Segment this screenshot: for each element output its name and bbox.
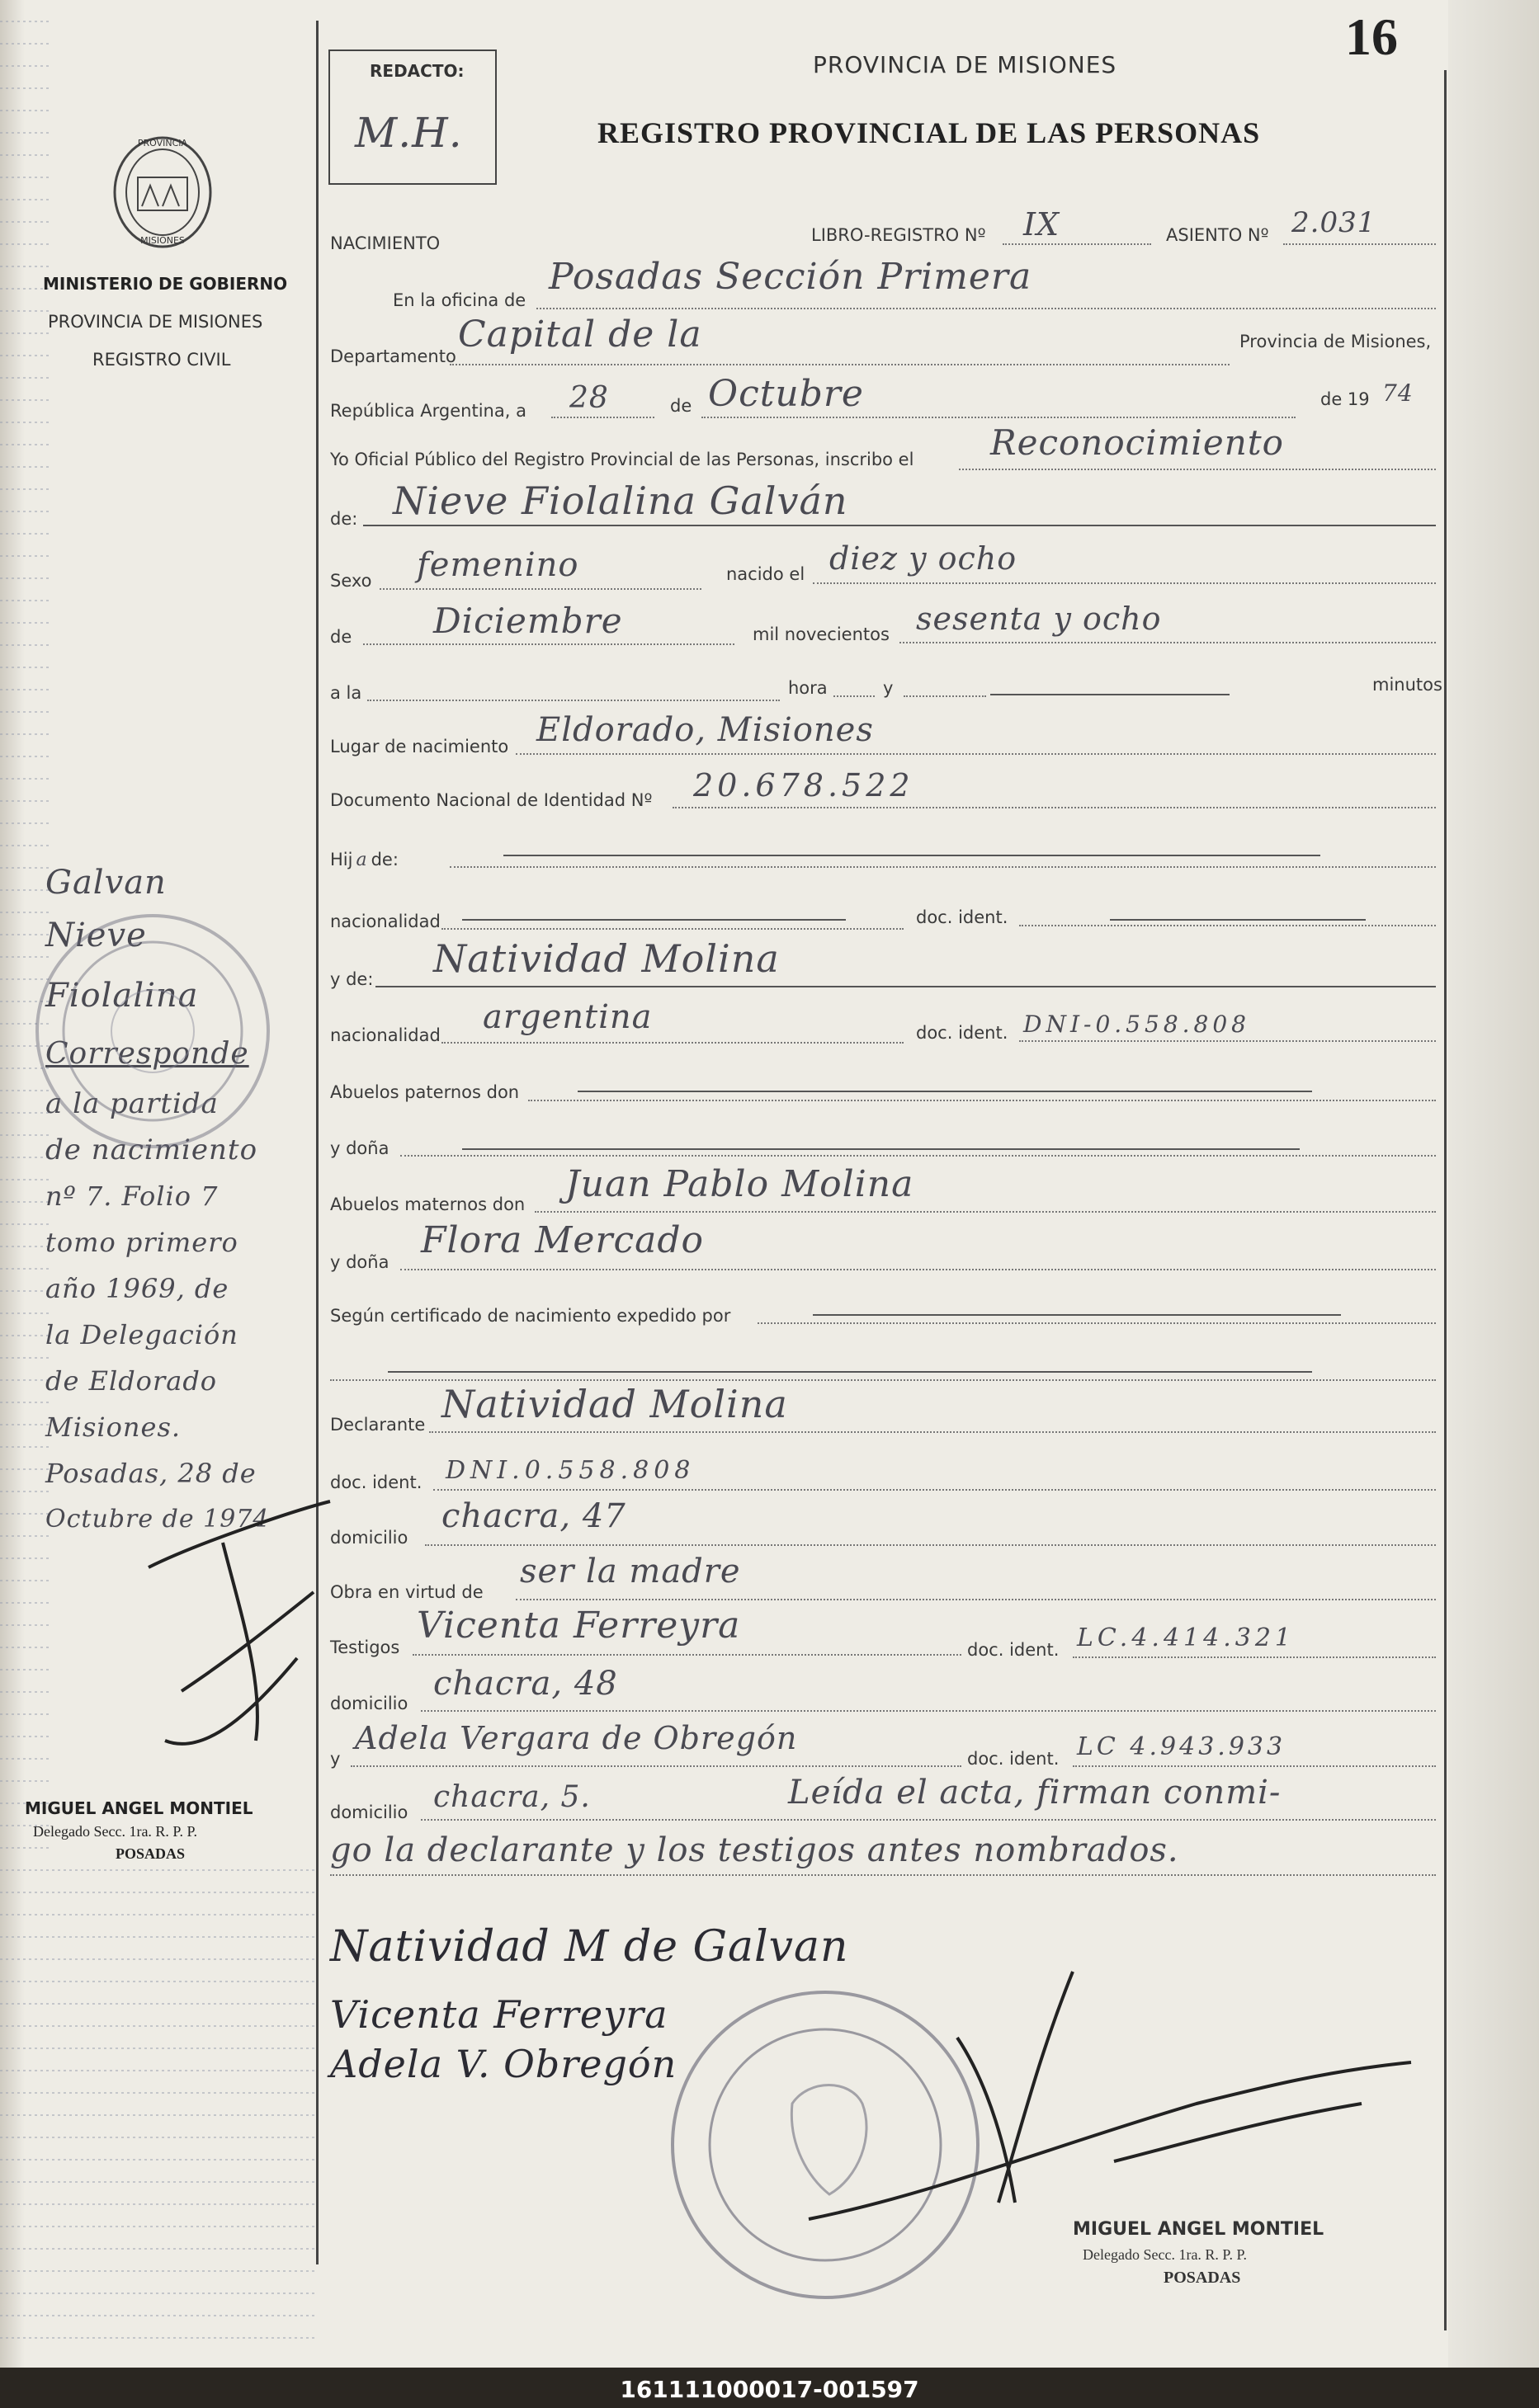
oficial-label: Yo Oficial Público del Registro Provincial de las Personas, inscribo el xyxy=(330,450,914,469)
doc-ident-line xyxy=(1019,925,1436,926)
domicilio-value: chacra, 47 xyxy=(441,1497,626,1535)
segun-line xyxy=(758,1322,1436,1324)
margin-line: de Eldorado xyxy=(45,1365,218,1397)
name-value: Nieve Fiolalina Galván xyxy=(393,478,848,523)
nacionalidad-label: nacionalidad xyxy=(330,912,441,931)
margin-line: año 1969, de xyxy=(45,1273,229,1304)
nacionalidad2-value: argentina xyxy=(483,998,653,1036)
seal-bottom-text: MISIONES xyxy=(140,235,185,246)
redacto-label: REDACTO: xyxy=(370,61,465,81)
ministry-label: MINISTERIO DE GOBIERNO xyxy=(43,274,288,294)
doc-ident3-line xyxy=(433,1489,1436,1491)
month-value: Octubre xyxy=(708,373,864,415)
doc-ident5-value: LC 4.943.933 xyxy=(1077,1732,1286,1761)
nacido-value: diez y ocho xyxy=(829,540,1017,577)
doc-ident-strike xyxy=(1110,919,1366,921)
libro-label: LIBRO-REGISTRO Nº xyxy=(811,225,986,245)
bottom-stamp-name: MIGUEL ANGEL MONTIEL xyxy=(1073,2219,1324,2240)
documento-line xyxy=(673,807,1436,808)
doc-ident4-line xyxy=(1073,1656,1436,1658)
doc-ident3-value: DNI.0.558.808 xyxy=(446,1456,696,1485)
margin-line: nº 7. Folio 7 xyxy=(45,1180,219,1212)
doc-ident2-label: doc. ident. xyxy=(916,1023,1008,1043)
month-line xyxy=(701,417,1296,418)
doc-ident3-label: doc. ident. xyxy=(330,1473,423,1492)
doc-ident4-label: doc. ident. xyxy=(967,1640,1060,1660)
libro-line xyxy=(1003,243,1151,245)
margin-line: Corresponde xyxy=(45,1037,249,1071)
nacido-label: nacido el xyxy=(726,564,805,584)
month2-line xyxy=(363,643,734,645)
ala-label: a la xyxy=(330,683,362,703)
mil-value: sesenta y ocho xyxy=(916,601,1162,637)
signature-testigo-2: Adela V. Obregón xyxy=(330,2042,677,2086)
doc-ident5-line xyxy=(1073,1765,1436,1767)
asiento-line xyxy=(1283,243,1436,245)
de-label: de xyxy=(670,396,692,416)
redacto-value: M.H. xyxy=(355,109,463,157)
min-line-2 xyxy=(990,694,1230,695)
de2-label: de: xyxy=(330,509,358,529)
ab-maternos-label: Abuelos maternos don xyxy=(330,1195,526,1214)
ydona2-label: y doña xyxy=(330,1252,389,1272)
mil-line xyxy=(899,642,1436,643)
ydona2-value: Flora Mercado xyxy=(421,1219,704,1261)
bottom-stamp-role: Delegado Secc. 1ra. R. P. P. xyxy=(1083,2246,1247,2263)
yde-label: y de: xyxy=(330,969,374,989)
hora-label: hora xyxy=(788,678,828,698)
domicilio-line xyxy=(425,1544,1436,1546)
margin-signature-icon xyxy=(132,1493,347,1765)
departamento-line xyxy=(450,364,1230,365)
margin-line: Octubre de 1974 xyxy=(45,1505,270,1534)
margin-line: Fiolalina xyxy=(45,977,199,1015)
nacido-line xyxy=(813,582,1436,584)
obra-line xyxy=(516,1599,1436,1600)
footer-bar xyxy=(0,2368,1539,2408)
y2-label: y xyxy=(330,1749,341,1769)
segun-label: Según certificado de nacimiento expedido por xyxy=(330,1306,731,1326)
ab-paternos-line xyxy=(528,1100,1436,1101)
province-title: PROVINCIA DE MISIONES xyxy=(813,51,1117,78)
ab-paternos-strike xyxy=(578,1091,1312,1092)
testigo2-line xyxy=(351,1765,961,1767)
segun-strike xyxy=(813,1314,1341,1316)
official-stamp xyxy=(25,1798,322,1863)
ab-maternos-line xyxy=(535,1211,1436,1213)
madre-line xyxy=(375,986,1436,987)
day-value: 28 xyxy=(569,381,609,415)
doc-ident2-value: DNI-0.558.808 xyxy=(1023,1011,1250,1038)
min-line xyxy=(904,695,986,697)
page-number: 16 xyxy=(1345,7,1398,66)
provincia-label: Provincia de Misiones, xyxy=(1239,332,1432,351)
testigo2-value: Adela Vergara de Obregón xyxy=(355,1720,798,1756)
obra-value: ser la madre xyxy=(520,1553,741,1590)
testigos-line xyxy=(413,1654,961,1656)
domicilio3-value: chacra, 5. xyxy=(433,1780,591,1814)
frame-right-line xyxy=(1444,70,1447,2330)
declarante-line xyxy=(429,1431,1436,1433)
margin-line: la Delegación xyxy=(45,1319,238,1350)
coat-of-arms-icon xyxy=(105,128,220,252)
lugar-value: Eldorado, Misiones xyxy=(536,711,874,749)
nac2-line xyxy=(441,1042,904,1044)
seal-top-text: PROVINCIA xyxy=(137,138,188,148)
closing-text-1: Leída el acta, firman conmi- xyxy=(788,1774,1282,1812)
ala-line xyxy=(367,700,780,701)
signature-testigo-1: Vicenta Ferreyra xyxy=(330,1992,668,2037)
testigo1-value: Vicenta Ferreyra xyxy=(417,1605,741,1647)
official-stamp-role: Delegado Secc. 1ra. R. P. P. xyxy=(33,1823,197,1840)
closing-line xyxy=(330,1874,1436,1876)
republica-label: República Argentina, a xyxy=(330,401,526,421)
nacimiento-label: NACIMIENTO xyxy=(330,233,441,253)
doc-ident4-value: LC.4.414.321 xyxy=(1077,1623,1296,1652)
signature-declarante: Natividad M de Galvan xyxy=(330,1922,849,1972)
documento-label: Documento Nacional de Identidad Nº xyxy=(330,790,653,810)
right-edge xyxy=(1448,0,1539,2368)
bottom-stamp-city: POSADAS xyxy=(1164,2269,1241,2287)
hij-prefix: Hij xyxy=(330,850,353,869)
hij-line xyxy=(450,866,1436,868)
frame-left-line xyxy=(316,21,319,2264)
nac-line xyxy=(441,928,904,930)
year-label: de 19 xyxy=(1320,389,1370,409)
margin-line: tomo primero xyxy=(45,1227,238,1258)
domicilio2-value: chacra, 48 xyxy=(433,1665,618,1703)
lugar-label: Lugar de nacimiento xyxy=(330,737,509,756)
lugar-line xyxy=(516,753,1436,755)
hij-de: de: xyxy=(371,850,399,869)
ydona2-line xyxy=(400,1269,1436,1270)
domicilio-label: domicilio xyxy=(330,1528,408,1548)
margin-round-stamp-icon xyxy=(25,907,281,1155)
domicilio2-line xyxy=(421,1710,1436,1712)
left-province-label: PROVINCIA DE MISIONES xyxy=(48,312,263,332)
hij-strike xyxy=(503,855,1320,856)
oficial-line xyxy=(959,469,1436,470)
redacto-box xyxy=(328,49,497,185)
libro-value: IX xyxy=(1023,206,1060,243)
margin-line: Galvan xyxy=(45,864,167,902)
document-id: 161111000017-001597 xyxy=(620,2376,919,2403)
sexo-value: femenino xyxy=(417,546,579,584)
oficial-value: Reconocimiento xyxy=(990,422,1284,463)
declarante-value: Natividad Molina xyxy=(441,1382,788,1426)
year-value: 74 xyxy=(1382,379,1414,407)
sexo-line xyxy=(380,588,701,590)
name-line xyxy=(363,525,1436,526)
de3-label: de xyxy=(330,627,352,647)
registry-title: REGISTRO PROVINCIAL DE LAS PERSONAS xyxy=(597,116,1261,149)
asiento-value: 2.031 xyxy=(1291,206,1376,239)
doc-ident2-line xyxy=(1019,1040,1436,1042)
month2-value: Diciembre xyxy=(433,601,623,641)
ydona-strike xyxy=(462,1148,1300,1150)
ab-maternos-value: Juan Pablo Molina xyxy=(565,1163,914,1205)
hij-label xyxy=(330,850,399,870)
departamento-label: Departamento xyxy=(330,346,456,366)
sexo-label: Sexo xyxy=(330,571,372,591)
segun-line-2 xyxy=(330,1379,1436,1381)
domicilio3-line xyxy=(421,1819,1436,1821)
ydona-label: y doña xyxy=(330,1138,389,1158)
nacionalidad2-label: nacionalidad xyxy=(330,1025,441,1045)
day-line xyxy=(551,417,654,418)
oficina-line xyxy=(536,308,1436,309)
bottom-official-stamp xyxy=(1073,2219,1419,2288)
testigos-label: Testigos xyxy=(330,1638,400,1657)
madre-value: Natividad Molina xyxy=(433,936,780,981)
margin-line: a la partida xyxy=(45,1087,219,1120)
departamento-value: Capital de la xyxy=(458,313,702,356)
minutos-label: minutos xyxy=(1372,675,1442,695)
official-stamp-name: MIGUEL ANGEL MONTIEL xyxy=(25,1798,253,1818)
oficina-label: En la oficina de xyxy=(393,290,526,310)
nac-strike xyxy=(462,919,846,921)
oficina-value: Posadas Sección Primera xyxy=(549,256,1032,298)
official-stamp-city: POSADAS xyxy=(116,1845,186,1862)
registro-civil-label: REGISTRO CIVIL xyxy=(92,350,231,370)
ab-paternos-label: Abuelos paternos don xyxy=(330,1082,520,1102)
domicilio2-label: domicilio xyxy=(330,1694,408,1713)
obra-label: Obra en virtud de xyxy=(330,1582,484,1602)
closing-text-2: go la declarante y los testigos antes nombrados. xyxy=(330,1831,1179,1869)
margin-line: de nacimiento xyxy=(45,1133,258,1166)
domicilio3-label: domicilio xyxy=(330,1802,408,1822)
mil-label: mil novecientos xyxy=(753,624,890,644)
hora-line xyxy=(833,695,875,697)
margin-line: Misiones. xyxy=(45,1411,182,1443)
declarante-label: Declarante xyxy=(330,1415,426,1435)
segun-strike-2 xyxy=(388,1371,1312,1373)
doc-ident5-label: doc. ident. xyxy=(967,1749,1060,1769)
margin-line: Posadas, 28 de xyxy=(45,1458,257,1489)
documento-value: 20.678.522 xyxy=(693,767,914,803)
asiento-label: ASIENTO Nº xyxy=(1166,225,1269,245)
doc-ident-label: doc. ident. xyxy=(916,907,1008,927)
y-label: y xyxy=(883,678,894,698)
hij-suffix: a xyxy=(356,850,368,870)
margin-line: Nieve xyxy=(45,917,147,954)
ydona-line xyxy=(400,1155,1436,1157)
